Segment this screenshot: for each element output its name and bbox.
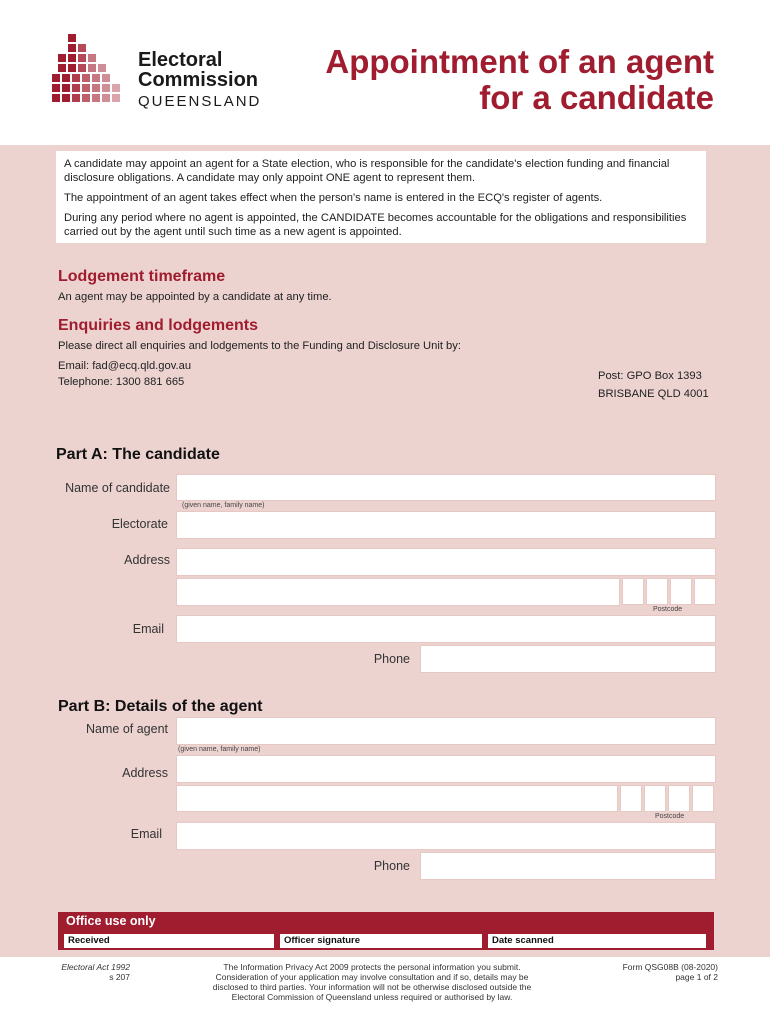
org-line-3: QUEENSLAND <box>138 93 262 110</box>
part-a-heading: Part A: The candidate <box>56 446 220 463</box>
footer-form-info <box>590 962 718 982</box>
candidate-email-label: Email <box>132 622 164 636</box>
candidate-address-label: Address <box>124 553 170 567</box>
intro-paragraph-1: A candidate may appoint an agent for a State election, who is responsible for the candidate's election funding and financial disclosure obligations. A candidate may only appoint ONE agent to represent them. <box>64 158 670 184</box>
agent-postcode-digit[interactable] <box>644 785 666 812</box>
enquiries-text: Please direct all enquiries and lodgements to the Funding and Disclosure Unit by: <box>58 340 461 352</box>
agent-postcode-label: Postcode <box>655 813 685 820</box>
org-line-2: Commission <box>138 69 259 91</box>
candidate-postcode-digit[interactable] <box>622 578 644 605</box>
footer-act <box>56 962 130 982</box>
candidate-address-line-2[interactable] <box>176 578 620 606</box>
agent-phone-label: Phone <box>373 859 410 873</box>
agent-email-field[interactable] <box>176 822 716 850</box>
title-line-2: for a candidate <box>479 79 714 116</box>
lodgement-text: An agent may be appointed by a candidate at any time. <box>58 291 332 303</box>
agent-postcode-digit[interactable] <box>668 785 690 812</box>
privacy-line-2: Consideration of your application may involve consultation and if so, details may be <box>215 972 529 982</box>
footer-privacy <box>172 962 572 1002</box>
date-scanned-field[interactable]: Date scanned <box>488 934 706 948</box>
form-number: Form QSG08B (08-2020) <box>622 962 718 972</box>
page-number: page 1 of 2 <box>675 972 718 982</box>
office-use-box <box>58 912 714 950</box>
lodgement-heading: Lodgement timeframe <box>58 268 226 285</box>
candidate-postcode-digit[interactable] <box>646 578 668 605</box>
candidate-postcode-digit[interactable] <box>670 578 692 605</box>
privacy-line-4: Electoral Commission of Queensland unless required or authorised by law. <box>231 992 513 1002</box>
officer-signature-field[interactable]: Officer signature <box>280 934 482 948</box>
candidate-postcode-digit[interactable] <box>694 578 716 605</box>
privacy-line-1: The Information Privacy Act 2009 protects the personal information you submit. <box>223 962 521 972</box>
header <box>0 0 770 145</box>
received-field[interactable]: Received <box>64 934 274 948</box>
intro-box <box>56 151 706 243</box>
agent-postcode-digit[interactable] <box>692 785 714 812</box>
candidate-name-hint: (given name, family name) <box>182 502 265 509</box>
agent-name-label: Name of agent <box>86 722 168 736</box>
intro-paragraph-2: The appointment of an agent takes effect when the person's name is entered in the ECQ's register of agents. <box>64 192 603 204</box>
agent-address-line-1[interactable] <box>176 755 716 783</box>
electorate-field[interactable] <box>176 511 716 539</box>
agent-address-label: Address <box>122 766 168 780</box>
agent-address-line-2[interactable] <box>176 785 618 812</box>
candidate-name-label: Name of candidate <box>65 481 170 495</box>
candidate-postcode-label: Postcode <box>653 606 683 613</box>
part-b-heading: Part B: Details of the agent <box>58 698 263 715</box>
footer-act-name: Electoral Act 1992 <box>61 962 130 972</box>
office-use-heading: Office use only <box>66 914 156 928</box>
candidate-address-line-1[interactable] <box>176 548 716 576</box>
agent-email-label: Email <box>130 827 162 841</box>
electorate-label: Electorate <box>111 517 168 531</box>
privacy-line-3: disclosed to third parties. Your information will not be otherwise disclosed outside the <box>212 982 532 992</box>
enquiries-heading: Enquiries and lodgements <box>58 317 259 334</box>
candidate-email-field[interactable] <box>176 615 716 643</box>
agent-postcode-digit[interactable] <box>620 785 642 812</box>
post-line-1: Post: GPO Box 1393 <box>598 370 702 382</box>
ecq-logo-icon <box>52 34 124 110</box>
form-title <box>325 44 714 116</box>
title-line-1: Appointment of an agent <box>325 43 714 80</box>
org-line-1: Electoral <box>138 49 223 71</box>
candidate-phone-label: Phone <box>373 652 410 666</box>
organisation-name <box>138 50 261 112</box>
post-line-2: BRISBANE QLD 4001 <box>598 388 709 400</box>
agent-phone-field[interactable] <box>420 852 716 880</box>
candidate-phone-field[interactable] <box>420 645 716 673</box>
footer-act-section: s 207 <box>109 972 130 982</box>
agent-name-hint: (given name, family name) <box>178 746 261 753</box>
candidate-name-field[interactable] <box>176 474 716 501</box>
enquiries-email: Email: fad@ecq.qld.gov.au <box>58 360 192 372</box>
enquiries-phone: Telephone: 1300 881 665 <box>58 376 185 388</box>
agent-name-field[interactable] <box>176 717 716 745</box>
intro-paragraph-3: During any period where no agent is appointed, the CANDIDATE becomes accountable for the obligations and responsibilities carried out by the agent until such time as a new agent is appointed. <box>64 212 687 238</box>
